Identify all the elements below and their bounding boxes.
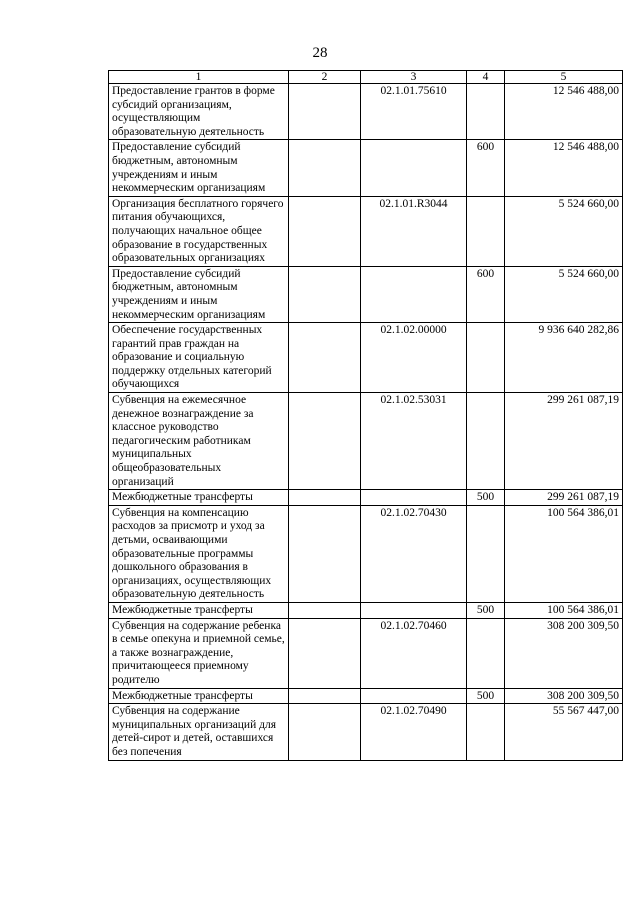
row-amount: 100 564 386,01 [505, 602, 623, 618]
row-name: Межбюджетные трансферты [109, 602, 289, 618]
row-code [361, 266, 467, 322]
row-code: 02.1.02.00000 [361, 323, 467, 393]
row-code [361, 602, 467, 618]
row-amount: 5 524 660,00 [505, 196, 623, 266]
row-type: 600 [467, 140, 505, 196]
row-type: 500 [467, 490, 505, 506]
row-type: 600 [467, 266, 505, 322]
row-col2 [289, 618, 361, 688]
row-amount: 100 564 386,01 [505, 505, 623, 602]
table-row [109, 393, 623, 490]
table-row [109, 266, 623, 322]
row-type [467, 393, 505, 490]
table-row [109, 84, 623, 140]
table-row [109, 505, 623, 602]
row-col2 [289, 490, 361, 506]
header-cell-5: 5 [505, 71, 623, 84]
row-amount: 55 567 447,00 [505, 704, 623, 760]
row-col2 [289, 602, 361, 618]
row-type [467, 84, 505, 140]
row-name: Субвенция на содержание муниципальных организаций для детей-сирот и детей, оставшихся без попечения [109, 704, 289, 760]
row-code: 02.1.01.R3044 [361, 196, 467, 266]
row-amount: 308 200 309,50 [505, 618, 623, 688]
row-type [467, 505, 505, 602]
page-number: 28 [312, 45, 328, 61]
header-cell-1: 1 [109, 71, 289, 84]
table-row [109, 490, 623, 506]
row-col2 [289, 266, 361, 322]
row-type: 500 [467, 688, 505, 704]
row-name: Предоставление грантов в форме субсидий организациям, осуществляющим образовательную деятельность [109, 84, 289, 140]
row-name: Межбюджетные трансферты [109, 688, 289, 704]
row-amount: 299 261 087,19 [505, 393, 623, 490]
row-code [361, 140, 467, 196]
row-type [467, 323, 505, 393]
row-code: 02.1.02.53031 [361, 393, 467, 490]
table-row [109, 196, 623, 266]
row-col2 [289, 688, 361, 704]
row-col2 [289, 704, 361, 760]
table-row [109, 688, 623, 704]
budget-table [108, 70, 623, 761]
table-row [109, 618, 623, 688]
row-col2 [289, 140, 361, 196]
header-cell-3: 3 [361, 71, 467, 84]
row-type [467, 196, 505, 266]
row-name: Организация бесплатного горячего питания обучающихся, получающих начальное общее образование в государственных образовательных организациях [109, 196, 289, 266]
row-name: Предоставление субсидий бюджетным, автономным учреждениям и иным некоммерческим организациям [109, 266, 289, 322]
table-row [109, 323, 623, 393]
row-name: Субвенция на содержание ребенка в семье опекуна и приемной семье, а также вознаграждение, причитающееся приемному родителю [109, 618, 289, 688]
row-code: 02.1.02.70430 [361, 505, 467, 602]
row-amount: 12 546 488,00 [505, 84, 623, 140]
header-cell-4: 4 [467, 71, 505, 84]
row-name: Предоставление субсидий бюджетным, автономным учреждениям и иным некоммерческим организациям [109, 140, 289, 196]
row-name: Межбюджетные трансферты [109, 490, 289, 506]
table-row [109, 602, 623, 618]
row-amount: 308 200 309,50 [505, 688, 623, 704]
row-type: 500 [467, 602, 505, 618]
row-col2 [289, 84, 361, 140]
row-name: Субвенция на компенсацию расходов за присмотр и уход за детьми, осваивающими образовательные программы дошкольного образования в организациях, осуществляющих образовательную деятельность [109, 505, 289, 602]
row-type [467, 704, 505, 760]
row-name: Субвенция на ежемесячное денежное вознаграждение за классное руководство педагогическим работникам муниципальных общеобразовательных организаций [109, 393, 289, 490]
header-cell-2: 2 [289, 71, 361, 84]
table-header-row [109, 71, 623, 84]
row-code [361, 688, 467, 704]
row-type [467, 618, 505, 688]
row-col2 [289, 393, 361, 490]
row-amount: 5 524 660,00 [505, 266, 623, 322]
row-amount: 12 546 488,00 [505, 140, 623, 196]
table-row [109, 140, 623, 196]
row-amount: 9 936 640 282,86 [505, 323, 623, 393]
row-name: Обеспечение государственных гарантий прав граждан на образование и социальную поддержку отдельных категорий обучающихся [109, 323, 289, 393]
row-col2 [289, 196, 361, 266]
row-amount: 299 261 087,19 [505, 490, 623, 506]
row-col2 [289, 505, 361, 602]
row-code: 02.1.02.70490 [361, 704, 467, 760]
row-code [361, 490, 467, 506]
row-code: 02.1.01.75610 [361, 84, 467, 140]
row-code: 02.1.02.70460 [361, 618, 467, 688]
table-row [109, 704, 623, 760]
row-col2 [289, 323, 361, 393]
